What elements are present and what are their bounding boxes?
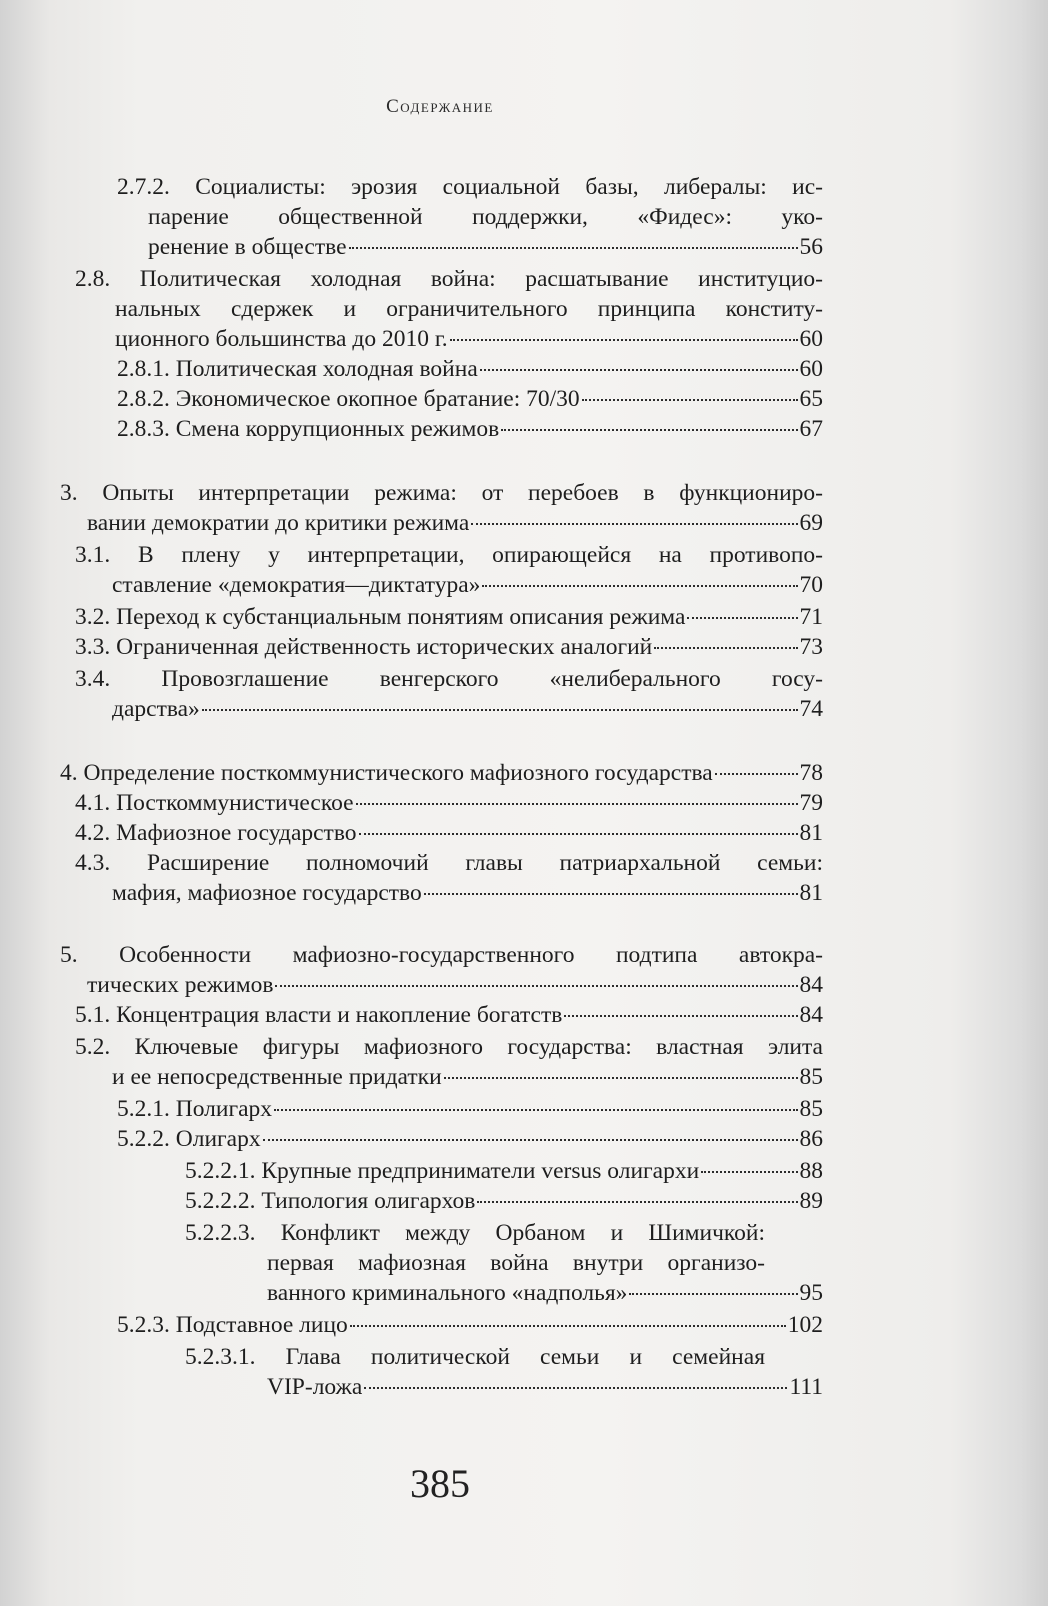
toc-entry-title: 2.8.1. Политическая холодная война — [117, 356, 478, 382]
toc-entry-line: 2.7.2. Социалисты: эрозия социальной базы, либералы: ис- — [117, 174, 823, 200]
toc-entry — [60, 758, 823, 788]
toc-entry-line — [117, 1310, 823, 1340]
toc-entry-title: 5.1. Концентрация власти и накопление богатств — [75, 1002, 563, 1028]
toc-entry-line — [60, 758, 823, 788]
toc-entry — [75, 664, 823, 724]
toc-page-number: 60 — [799, 356, 823, 382]
toc-entry-line — [148, 232, 823, 262]
toc-entry-title: VIP-ложа — [267, 1374, 363, 1400]
toc-entry-line — [185, 1186, 823, 1216]
dot-leader — [444, 1077, 798, 1079]
dot-leader — [350, 1325, 786, 1327]
toc-entry-title: дарства» — [112, 696, 200, 722]
toc-entry-line: 5. Особенности мафиозно-государственного подтипа автокра- — [60, 942, 823, 968]
toc-entry — [75, 848, 823, 908]
toc-page-number: 65 — [799, 386, 823, 412]
toc-entry — [185, 1218, 823, 1308]
toc-entry-line: 5.2.3.1. Глава политической семьи и семейная — [185, 1344, 765, 1370]
toc-page-number: 69 — [799, 510, 823, 536]
dot-leader — [582, 399, 798, 401]
toc-entry — [117, 354, 823, 384]
dot-leader — [275, 985, 797, 987]
toc-entry — [117, 172, 823, 262]
toc-entry-line — [75, 1000, 823, 1030]
toc-entry-title: мафия, мафиозное государство — [112, 880, 422, 906]
dot-leader — [202, 709, 798, 711]
toc-entry-line — [117, 414, 823, 444]
dot-leader — [477, 1201, 797, 1203]
toc-entry-title: 5.2.2.1. Крупные предприниматели versus олигархи — [185, 1158, 700, 1184]
toc-entry-line: 3.4. Провозглашение венгерского «нелиберального госу- — [75, 666, 823, 692]
toc-entry-line — [112, 878, 823, 908]
dot-leader — [364, 1387, 787, 1389]
toc-entry — [75, 264, 823, 354]
toc-entry — [60, 478, 823, 538]
toc-entry-line: 5.2.2.3. Конфликт между Орбаном и Шимичкой: — [185, 1220, 765, 1246]
toc-entry-line: 4.3. Расширение полномочий главы патриархальной семьи: — [75, 850, 823, 876]
toc-entry-title: вании демократии до критики режима — [87, 510, 470, 536]
toc-entry-line — [87, 970, 823, 1000]
dot-leader — [715, 773, 798, 775]
toc-entry-line: нальных сдержек и ограничительного принципа конститу- — [115, 296, 823, 322]
toc-entry-title: ренение в обществе — [148, 234, 347, 260]
toc-page-number: 86 — [799, 1126, 823, 1152]
dot-leader — [701, 1171, 797, 1173]
toc-entry — [75, 602, 823, 632]
toc-entry — [117, 1124, 823, 1154]
toc-entry — [117, 414, 823, 444]
toc-page-number: 81 — [799, 820, 823, 846]
toc-page-number: 84 — [799, 972, 823, 998]
toc-entry-title: тических режимов — [87, 972, 274, 998]
toc-entry-line — [117, 384, 823, 414]
toc-entry-title: 4.2. Мафиозное государство — [75, 820, 357, 846]
toc-entry-title: 5.2.2.2. Типология олигархов — [185, 1188, 476, 1214]
toc-entry-line — [117, 1094, 823, 1124]
toc-entry-line: первая мафиозная война внутри организо- — [267, 1250, 765, 1276]
toc-entry-title: 5.2.1. Полигарх — [117, 1096, 273, 1122]
dot-leader — [654, 647, 797, 649]
toc-entry — [185, 1156, 823, 1186]
dot-leader — [349, 247, 798, 249]
toc-entry-line — [87, 508, 823, 538]
toc-entry-title: и ее непосредственные придатки — [112, 1064, 442, 1090]
toc-page-number: 73 — [799, 634, 823, 660]
toc-entry — [75, 540, 823, 600]
toc-page-number: 79 — [799, 790, 823, 816]
toc-entry-line: 2.8. Политическая холодная война: расшатывание институцио- — [75, 266, 823, 292]
toc-entry-title: 3.3. Ограниченная действенность исторических аналогий — [75, 634, 653, 660]
toc-entry — [60, 940, 823, 1000]
toc-entry — [185, 1186, 823, 1216]
toc-entry — [75, 1032, 823, 1092]
dot-leader — [629, 1293, 797, 1295]
toc-entry-title: 2.8.3. Смена коррупционных режимов — [117, 416, 500, 442]
toc-entry-line — [112, 570, 823, 600]
toc-page-number: 89 — [799, 1188, 823, 1214]
dot-leader — [359, 833, 798, 835]
toc-page-number: 78 — [799, 760, 823, 786]
toc-page-number: 95 — [799, 1280, 823, 1306]
toc-entry — [185, 1342, 823, 1402]
toc-page-number: 60 — [799, 326, 823, 352]
toc-page-number: 84 — [799, 1002, 823, 1028]
toc-page-number: 67 — [799, 416, 823, 442]
toc-entry-title: 5.2.3. Подставное лицо — [117, 1312, 348, 1338]
toc-entry-title: ванного криминального «надполья» — [267, 1280, 628, 1306]
toc-entry-line — [267, 1278, 823, 1308]
dot-leader — [482, 585, 797, 587]
toc-entry-line — [75, 818, 823, 848]
toc-entry-line — [267, 1372, 823, 1402]
toc-page-number: 85 — [799, 1096, 823, 1122]
toc-entry — [117, 1310, 823, 1340]
toc-entry-line: 3.1. В плену у интерпретации, опирающейся на противопо- — [75, 542, 823, 568]
page-title: Содержание — [386, 96, 494, 117]
dot-leader — [687, 617, 797, 619]
toc-entry — [117, 1094, 823, 1124]
toc-entry-title: 4.1. Посткоммунистическое — [75, 790, 354, 816]
toc-entry — [75, 1000, 823, 1030]
toc-entry-title: 5.2.2. Олигарх — [117, 1126, 261, 1152]
toc-entry-line: парение общественной поддержки, «Фидес»: уко- — [148, 204, 823, 230]
dot-leader — [274, 1109, 797, 1111]
toc-page-number: 102 — [787, 1312, 823, 1338]
toc-entry-title: ставление «демократия—диктатура» — [112, 572, 481, 598]
toc-entry-line — [75, 632, 823, 662]
toc-page-number: 71 — [799, 604, 823, 630]
toc-entry — [117, 384, 823, 414]
dot-leader — [471, 523, 797, 525]
toc-entry-line — [185, 1156, 823, 1186]
toc-entry-title: ционного большинства до 2010 г. — [115, 326, 448, 352]
toc-entry-line — [115, 324, 823, 354]
toc-entry-title: 3.2. Переход к субстанциальным понятиям описания режима — [75, 604, 686, 630]
toc-entry-title: 2.8.2. Экономическое окопное братание: 70/30 — [117, 386, 580, 412]
toc-entry — [75, 818, 823, 848]
toc-page-number: 74 — [799, 696, 823, 722]
dot-leader — [501, 429, 797, 431]
dot-leader — [356, 803, 798, 805]
toc-page-number: 111 — [789, 1374, 823, 1400]
toc-entry — [75, 788, 823, 818]
toc-entry-line — [117, 1124, 823, 1154]
toc-entry-line — [112, 694, 823, 724]
dot-leader — [263, 1139, 798, 1141]
toc-page-number: 56 — [799, 234, 823, 260]
page-number: 385 — [410, 1461, 470, 1506]
toc-entry — [75, 632, 823, 662]
dot-leader — [424, 893, 798, 895]
toc-entry-line: 5.2. Ключевые фигуры мафиозного государства: властная элита — [75, 1034, 823, 1060]
toc-page-number: 85 — [799, 1064, 823, 1090]
dot-leader — [450, 339, 798, 341]
dot-leader — [564, 1015, 797, 1017]
toc-page-number: 81 — [799, 880, 823, 906]
toc-page-number: 88 — [799, 1158, 823, 1184]
toc-entry-line — [75, 788, 823, 818]
toc-page-number: 70 — [799, 572, 823, 598]
toc-entry-line — [117, 354, 823, 384]
toc-entry-line — [112, 1062, 823, 1092]
dot-leader — [480, 369, 798, 371]
toc-entry-line — [75, 602, 823, 632]
toc-entry-line: 3. Опыты интерпретации режима: от перебоев в функциониро- — [60, 480, 823, 506]
toc-entry-title: 4. Определение посткоммунистического мафиозного государства — [60, 760, 713, 786]
